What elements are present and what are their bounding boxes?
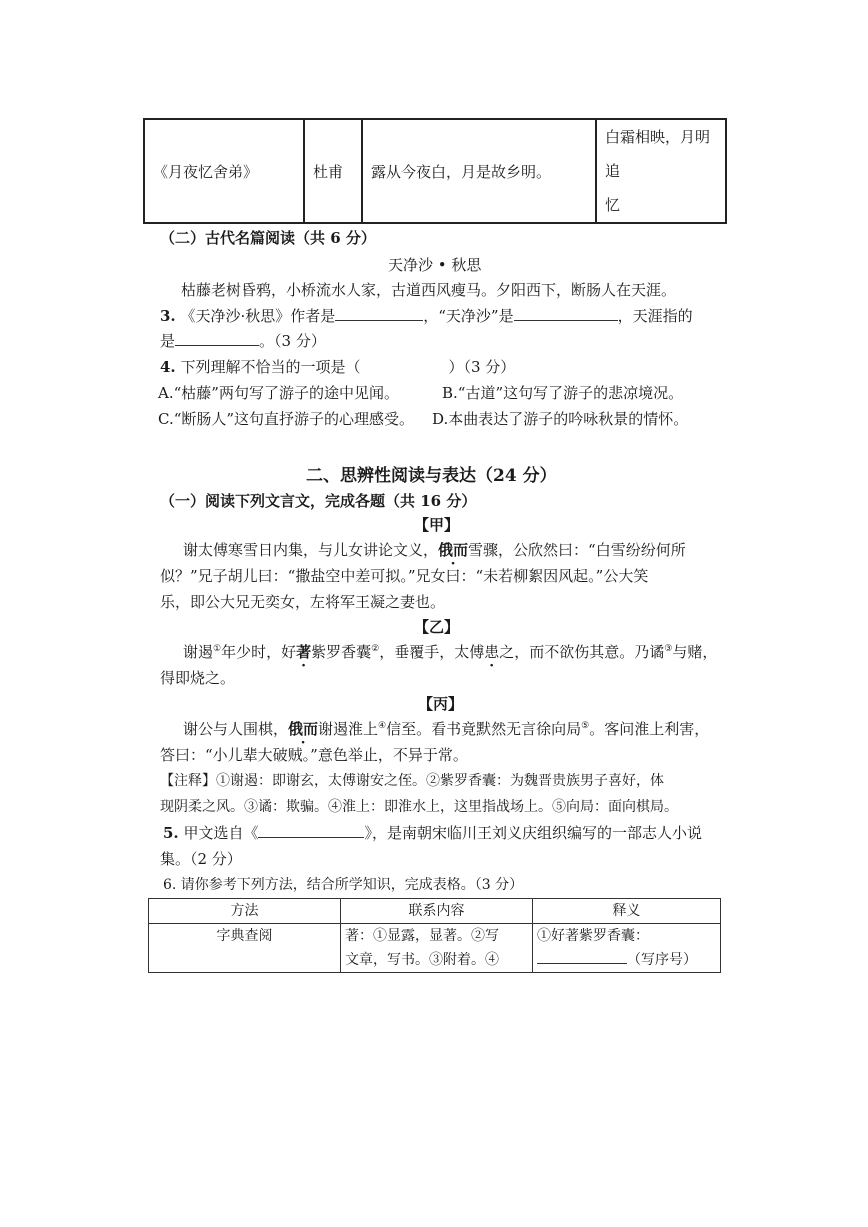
meaning-hint: （写序号） bbox=[627, 952, 697, 968]
poem-text: 枯藤老树昏鸦，小桥流水人家，古道西风瘦马。夕阳西下，断肠人在天涯。 bbox=[181, 281, 677, 299]
question-5-line-1 bbox=[163, 823, 702, 843]
option-d: D.本曲表达了游子的吟咏秋景的情怀。 bbox=[432, 410, 689, 428]
passage-text: 谢太傅寒雪日内集，与儿女讲论文义， bbox=[183, 541, 439, 559]
option-c: C.“断肠人”这句直抒游子的心理感受。 bbox=[158, 410, 415, 428]
passage-text: 与赌， bbox=[672, 643, 718, 661]
question-text: 甲文选自《 bbox=[183, 824, 259, 842]
footnote-marker: ② bbox=[371, 644, 380, 654]
table-cell-title: 《月夜忆舍弟》 bbox=[144, 119, 304, 223]
meaning-line-2: 忆 bbox=[605, 196, 621, 214]
part-heading: 二、思辨性阅读与表达（24 分） bbox=[306, 466, 557, 486]
passage-yi-line-1 bbox=[183, 642, 717, 662]
question-text: 是 bbox=[160, 332, 176, 350]
passage-label-yi: 【乙】 bbox=[414, 618, 460, 636]
passage-text: 信至。看书竟默然无言徐向局 bbox=[386, 720, 582, 738]
question-3-line-1 bbox=[160, 306, 693, 326]
passage-label-jia: 【甲】 bbox=[414, 516, 460, 534]
annotation-line-1: 【注释】①谢遏：即谢玄，太傅谢安之侄。②紫罗香囊：为魏晋贵族男子喜好，体 bbox=[160, 773, 664, 789]
meaning-prompt: ①好著紫罗香囊： bbox=[537, 928, 649, 944]
footnote-marker: ③ bbox=[664, 644, 673, 654]
cell-meaning bbox=[533, 924, 721, 973]
question-6: 6. 请你参考下列方法，结合所学知识，完成表格。（3 分） bbox=[163, 877, 524, 893]
question-4 bbox=[160, 357, 515, 377]
dotted-word: 患 bbox=[484, 643, 500, 661]
question-text: ）（3 分） bbox=[448, 358, 516, 376]
option-a: A.“枯藤”两句写了游子的途中见闻。 bbox=[158, 384, 399, 402]
method-table bbox=[148, 898, 721, 973]
question-text: 。（3 分） bbox=[259, 332, 326, 350]
table-cell-meaning bbox=[596, 119, 726, 223]
subsection-heading: （一）阅读下列文言文，完成各题（共 16 分） bbox=[160, 492, 477, 510]
answer-blank-meaning[interactable] bbox=[537, 949, 627, 964]
header-content: 联系内容 bbox=[341, 899, 533, 924]
option-b: B.“古道”这句写了游子的悲凉境况。 bbox=[442, 384, 684, 402]
question-text: 》，是南朝宋临川王刘义庆组织编写的一部志人小说 bbox=[364, 824, 702, 842]
question-number: 5. bbox=[163, 824, 179, 842]
passage-text: 谢遏 bbox=[183, 643, 214, 661]
table-header-row bbox=[149, 899, 721, 924]
dotted-word: 俄而 bbox=[288, 720, 319, 738]
meaning-line-1: 白霜相映，月明追 bbox=[605, 128, 711, 180]
footnote-marker: ① bbox=[213, 644, 222, 654]
dotted-word: 著 bbox=[296, 643, 312, 661]
passage-text: 之，而不欲伤其意。乃谲 bbox=[499, 643, 665, 661]
passage-text: 谢遏淮上 bbox=[318, 720, 379, 738]
dotted-word: 俄而 bbox=[438, 541, 469, 559]
passage-label-bing: 【丙】 bbox=[418, 695, 464, 713]
passage-text: 雪骤，公欣然曰：“白雪纷纷何所 bbox=[468, 541, 686, 559]
content-line-2: 文章，写书。③附着。④ bbox=[345, 952, 499, 968]
section-heading-ancient-reading: （二）古代名篇阅读（共 6 分） bbox=[160, 229, 376, 247]
answer-blank-source[interactable] bbox=[258, 823, 364, 838]
passage-jia-line-1 bbox=[183, 540, 686, 560]
footnote-marker: ⑤ bbox=[581, 721, 590, 731]
header-method: 方法 bbox=[149, 899, 341, 924]
passage-text: 年少时，好 bbox=[221, 643, 297, 661]
passage-jia-line-3: 乐，即公大兄无奕女，左将军王凝之妻也。 bbox=[160, 593, 446, 611]
content-line-1: 著：①显露，显著。②写 bbox=[345, 928, 499, 944]
answer-blank-tianya[interactable] bbox=[175, 331, 259, 346]
passage-text: 紫罗香囊 bbox=[311, 643, 372, 661]
table-cell-line: 露从今夜白，月是故乡明。 bbox=[362, 119, 596, 223]
question-text: 下列理解不恰当的一项是（ bbox=[180, 358, 361, 376]
passage-bing-line-1 bbox=[183, 719, 709, 739]
passage-jia-line-2: 似？”兄子胡儿曰：“撒盐空中差可拟。”兄女曰：“未若柳絮因风起。”公大笑 bbox=[160, 567, 649, 585]
question-text: ，“天净沙”是 bbox=[423, 307, 514, 325]
poem-reference-table bbox=[143, 118, 727, 224]
passage-text: ，垂覆手，太傅 bbox=[379, 643, 485, 661]
poem-title: 天净沙 • 秋思 bbox=[388, 256, 482, 274]
cell-method: 字典查阅 bbox=[149, 924, 341, 973]
question-number: 4. bbox=[160, 358, 176, 376]
cell-content bbox=[341, 924, 533, 973]
passage-text: 。客问淮上利害， bbox=[589, 720, 710, 738]
answer-blank-tune[interactable] bbox=[514, 306, 618, 321]
annotation-line-2: 现阴柔之风。③谲：欺骗。④淮上：即淮水上，这里指战场上。⑤向局：面向棋局。 bbox=[160, 799, 678, 815]
footnote-marker: ④ bbox=[378, 721, 387, 731]
passage-bing-line-2: 答曰：“小儿辈大破贼。”意色举止，不异于常。 bbox=[160, 746, 468, 764]
table-cell-author: 杜甫 bbox=[304, 119, 362, 223]
question-number: 3. bbox=[160, 307, 176, 325]
answer-blank-author[interactable] bbox=[335, 306, 423, 321]
passage-text: 谢公与人围棋， bbox=[183, 720, 289, 738]
question-5-line-2: 集。（2 分） bbox=[160, 850, 242, 868]
passage-yi-line-2: 得即烧之。 bbox=[160, 669, 236, 687]
question-text: 《天净沙·秋思》作者是 bbox=[180, 307, 336, 325]
question-3-line-2 bbox=[160, 331, 326, 351]
question-text: ，天涯指的 bbox=[617, 307, 693, 325]
header-meaning: 释义 bbox=[533, 899, 721, 924]
table-row bbox=[149, 924, 721, 973]
